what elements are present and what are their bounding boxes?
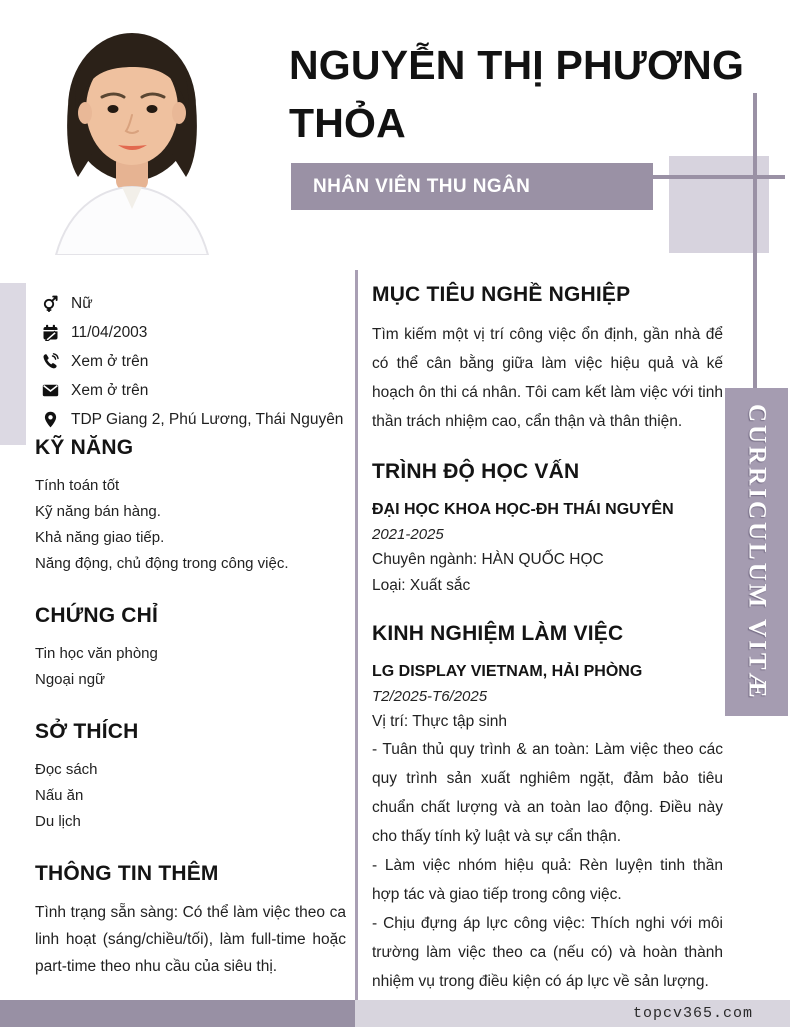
section-additional-info bbox=[35, 860, 346, 980]
section-objective-title: MỤC TIÊU NGHỀ NGHIỆP bbox=[372, 283, 631, 306]
contact-phone-value: Xem ở trên bbox=[71, 352, 149, 370]
right-column bbox=[372, 281, 723, 1018]
section-experience-title: KINH NGHIỆM LÀM VIỆC bbox=[372, 622, 624, 645]
decor-horizontal-line bbox=[653, 175, 785, 179]
phone-icon bbox=[42, 353, 59, 370]
contact-address-value: TDP Giang 2, Phú Lương, Thái Nguyên bbox=[71, 410, 344, 428]
section-skills-title: KỸ NĂNG bbox=[35, 436, 134, 459]
section-experience bbox=[372, 620, 723, 996]
experience-bullet: - Chịu đựng áp lực công việc: Thích nghi với môi trường làm việc theo ca (nếu có) và hoàn thành nhiệm vụ trong điều kiện có áp lực về sản lượng. bbox=[372, 914, 723, 990]
experience-position: Vị trí: Thực tập sinh bbox=[372, 713, 508, 730]
contact-gender-value: Nữ bbox=[71, 294, 93, 312]
education-major: Chuyên ngành: HÀN QUỐC HỌC bbox=[372, 551, 604, 568]
page-title-name: NGUYỄN THỊ PHƯƠNG THỎA bbox=[289, 42, 745, 146]
location-icon bbox=[42, 411, 59, 428]
contact-row-email bbox=[42, 376, 342, 405]
gender-icon bbox=[42, 295, 59, 312]
skill-item: Tính toán tốt bbox=[35, 477, 120, 494]
profile-photo bbox=[30, 5, 235, 255]
footer-band bbox=[355, 1000, 790, 1027]
contact-row-gender bbox=[42, 289, 342, 318]
calendar-icon bbox=[42, 324, 59, 341]
footer-accent-bar bbox=[0, 1000, 355, 1027]
hobby-item: Du lịch bbox=[35, 813, 81, 830]
portrait-illustration bbox=[30, 5, 235, 255]
column-divider-line bbox=[355, 270, 358, 1000]
contact-row-birthday bbox=[42, 318, 342, 347]
hobby-item: Nấu ăn bbox=[35, 787, 84, 804]
experience-bullet: - Làm việc nhóm hiệu quả: Rèn luyện tinh thần hợp tác và giao tiếp trong công việc. bbox=[372, 856, 723, 903]
footer-website: topcv365.com bbox=[632, 1005, 753, 1022]
certificate-item: Tin học văn phòng bbox=[35, 645, 158, 662]
section-education-title: TRÌNH ĐỘ HỌC VẤN bbox=[372, 460, 580, 483]
skill-item: Kỹ năng bán hàng. bbox=[35, 503, 161, 520]
objective-text: Tìm kiếm một vị trí công việc ổn định, gần nhà để có thể cân bằng giữa làm việc hiệu quả và kế hoạch ôn thi cá nhân. Tôi cam kết làm việc với tinh thần trách nhiệm cao, cẩn thận và thân thiện. bbox=[372, 326, 723, 430]
experience-company: LG DISPLAY VIETNAM, HẢI PHÒNG bbox=[372, 663, 643, 680]
experience-bullet: - Tuân thủ quy trình & an toàn: Làm việc theo các quy trình sản xuất nghiêm ngặt, đảm bảo tiêu chuẩn chất lượng và an toàn lao động. Điều này cho thấy tính kỷ luật và sự cẩn thận. bbox=[372, 740, 723, 845]
hobby-item: Đọc sách bbox=[35, 761, 98, 778]
contact-info-list bbox=[42, 289, 342, 434]
education-period: 2021-2025 bbox=[372, 526, 444, 543]
skill-item: Năng động, chủ động trong công việc. bbox=[35, 555, 289, 572]
section-education bbox=[372, 458, 723, 598]
contact-row-address bbox=[42, 405, 342, 434]
additional-info-text: Tình trạng sẵn sàng: Có thể làm việc theo ca linh hoạt (sáng/chiều/tối), làm full-time hoặc part-time theo nhu cầu của siêu thị. bbox=[35, 904, 346, 975]
job-title-banner bbox=[291, 163, 653, 210]
section-certificates bbox=[35, 602, 346, 693]
contact-birthday-value: 11/04/2003 bbox=[71, 323, 148, 341]
skill-item: Khả năng giao tiếp. bbox=[35, 529, 165, 546]
email-icon bbox=[42, 382, 59, 399]
section-objective bbox=[372, 281, 723, 436]
section-skills bbox=[35, 434, 346, 577]
section-hobbies bbox=[35, 718, 346, 835]
section-hobbies-title: SỞ THÍCH bbox=[35, 720, 139, 743]
curriculum-vitae-ribbon: CURRICULUM VITÆ bbox=[725, 388, 788, 716]
decor-vertical-line bbox=[753, 93, 757, 388]
contact-email-value: Xem ở trên bbox=[71, 381, 149, 399]
experience-period: T2/2025-T6/2025 bbox=[372, 688, 488, 705]
job-title-label: NHÂN VIÊN THU NGÂN bbox=[313, 175, 531, 197]
decor-left-rail bbox=[0, 283, 26, 445]
certificate-item: Ngoại ngữ bbox=[35, 671, 106, 688]
education-school: ĐẠI HỌC KHOA HỌC-ĐH THÁI NGUYÊN bbox=[372, 501, 674, 518]
contact-row-phone bbox=[42, 347, 342, 376]
left-column bbox=[35, 434, 346, 1005]
section-certificates-title: CHỨNG CHỈ bbox=[35, 604, 159, 627]
section-additional-info-title: THÔNG TIN THÊM bbox=[35, 862, 219, 885]
education-grade: Loại: Xuất sắc bbox=[372, 576, 471, 594]
